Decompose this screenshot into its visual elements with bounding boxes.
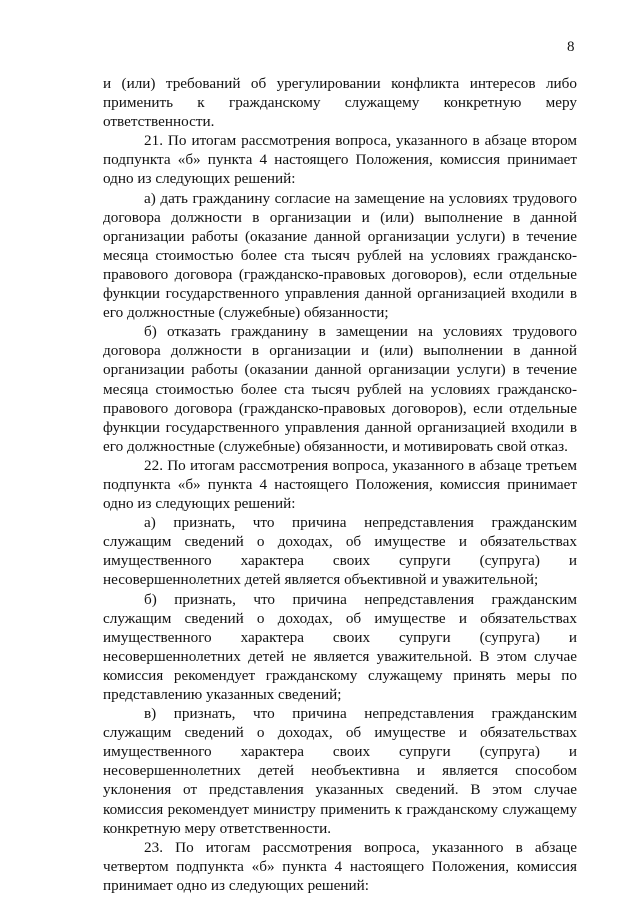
paragraph-21-a: а) дать гражданину согласие на замещение на условиях трудового договора должности в организации и (или) выполнение в данной организации работы (оказание данной организации услуги) в течение месяца стоимостью более ста тысяч рублей на условиях гражданско-правового договора (гражданско-правовых договоров), если отдельные функции государственного управления данной организацией входили в его должностные (служебные) обязанности; <box>103 189 577 322</box>
paragraph-21: 21. По итогам рассмотрения вопроса, указанного в абзаце втором подпункта «б» пункта 4 настоящего Положения, комиссия принимает одно из следующих решений: <box>103 132 577 188</box>
document-body <box>103 74 577 895</box>
paragraph-22: 22. По итогам рассмотрения вопроса, указанного в абзаце третьем подпункта «б» пункта 4 настоящего Положения, комиссия принимает одно из следующих решений: <box>103 456 577 513</box>
paragraph-21-b: б) отказать гражданину в замещении на условиях трудового договора должности в организации и (или) выполнении в данной организации работы (оказании данной организации услуги) в течение месяца стоимостью более ста тысяч рублей на условиях гражданско-правового договора (гражданско-правовых договоров), если отдельные функции государственного управления данной организацией входили в его должностные (служебные) обязанности, и мотивировать свой отказ. <box>103 323 577 455</box>
paragraph-continuation: и (или) требований об урегулировании конфликта интересов либо применить к гражданскому служащему конкретную меру ответственности. <box>103 75 577 131</box>
paragraph-23: 23. По итогам рассмотрения вопроса, указанного в абзаце четвертом подпункта «б» пункта 4 настоящего Положения, комиссия принимает одно из следующих решений: <box>103 838 577 894</box>
page-number: 8 <box>567 39 575 55</box>
paragraph-22-c: в) признать, что причина непредставления гражданским служащим сведений о доходах, об имуществе и обязательствах имущественного характера своих супруги (супруга) и несовершеннолетних детей необъективна и является способом уклонения от представления указанных сведений. В этом случае комиссия рекомендует министру применить к гражданскому служащему конкретную меру ответственности. <box>103 705 577 837</box>
paragraph-22-b: б) признать, что причина непредставления гражданским служащим сведений о доходах, об имуществе и обязательствах имущественного характера своих супруги (супруга) и несовершеннолетних детей не является уважительной. В этом случае комиссия рекомендует гражданскому служащему принять меры по представлению указанных сведений; <box>103 590 577 703</box>
paragraph-22-a: а) признать, что причина непредставления гражданским служащим сведений о доходах, об имуществе и обязательствах имущественного характера своих супруги (супруга) и несовершеннолетних детей является объективной и уважительной; <box>103 514 577 589</box>
